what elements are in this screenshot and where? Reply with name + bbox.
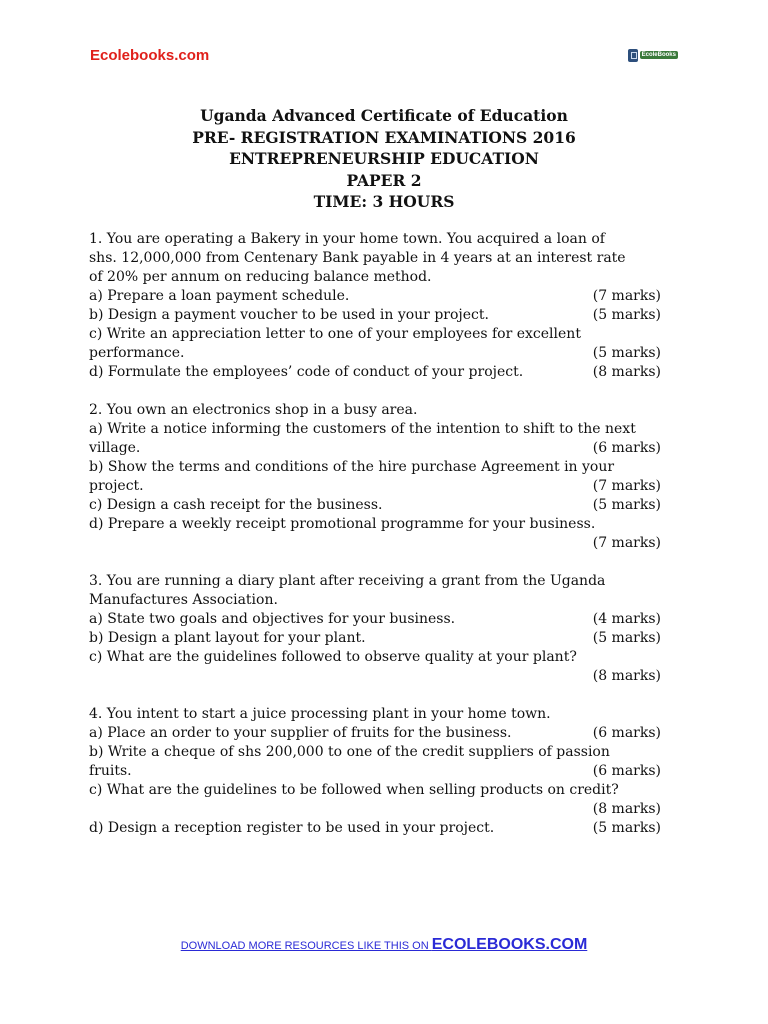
question-text: 2. You own an electronics shop in a busy area. [89,402,418,418]
marks-label: (8 marks) [592,801,661,817]
marks-label: (5 marks) [592,307,661,323]
sub-question-text: c) What are the guidelines followed to observe quality at your plant? [89,649,577,665]
questions-section [89,230,661,857]
site-brand-link[interactable]: Ecolebooks.com [90,47,210,64]
sub-question [89,344,661,363]
sub-question-text: performance. [89,345,185,361]
sub-question-text: a) Prepare a loan payment schedule. [89,288,350,304]
ecolebooks-logo [628,47,678,63]
sub-question [89,477,661,496]
question-2 [89,401,661,553]
sub-question [89,439,661,458]
sub-question [89,819,661,838]
sub-question-text: d) Design a reception register to be used in your project. [89,820,495,836]
sub-question-text: b) Write a cheque of shs 200,000 to one of the credit suppliers of passion [89,744,610,760]
marks-label: (8 marks) [592,668,661,684]
sub-question-text: a) State two goals and objectives for your business. [89,611,456,627]
sub-question-text: c) Write an appreciation letter to one of your employees for excellent [89,326,581,342]
sub-question-text: a) Place an order to your supplier of fruits for the business. [89,725,512,741]
marks-label: (7 marks) [592,478,661,494]
question-4 [89,705,661,838]
sub-question-text: b) Design a plant layout for your plant. [89,630,366,646]
sub-question-text: a) Write a notice informing the customers of the intention to shift to the next [89,421,636,437]
sub-question [89,610,661,629]
sub-question-text: d) Formulate the employees’ code of conduct of your project. [89,364,524,380]
marks-label: (4 marks) [592,611,661,627]
footer-prefix: DOWNLOAD MORE RESOURCES LIKE THIS ON [180,940,432,952]
marks-label: (5 marks) [592,497,661,513]
sub-question [89,629,661,648]
sub-question-text: b) Show the terms and conditions of the hire purchase Agreement in your [89,459,615,475]
footer [0,936,768,954]
question-text: 4. You intent to start a juice processing plant in your home town. [89,706,551,722]
question-1 [89,230,661,382]
question-text: shs. 12,000,000 from Centenary Bank payable in 4 years at an interest rate [89,250,626,266]
marks-label: (5 marks) [592,630,661,646]
sub-question [89,306,661,325]
marks-label: (6 marks) [592,725,661,741]
download-resources-link[interactable] [181,936,588,953]
exam-time: TIME: 3 HOURS [313,192,455,211]
sub-question-text: d) Prepare a weekly receipt promotional programme for your business. [89,516,596,532]
marks-label: (5 marks) [592,820,661,836]
marks-label: (6 marks) [592,763,661,779]
logo-text: EcoleBooks [641,52,676,58]
sub-question-text: village. [89,440,141,456]
sub-question [89,496,661,515]
exam-board: Uganda Advanced Certificate of Education [200,106,568,125]
exam-paper: PAPER 2 [346,170,422,190]
sub-question-text: fruits. [89,763,132,779]
exam-title: PRE- REGISTRATION EXAMINATIONS 2016 [192,127,576,147]
sub-question-text: c) Design a cash receipt for the business. [89,497,383,513]
footer-site: ECOLEBOOKS.COM [431,936,588,953]
marks-label: (6 marks) [592,440,661,456]
marks-label: (7 marks) [592,535,661,551]
marks-label: (8 marks) [592,364,661,380]
marks-label: (5 marks) [592,345,661,361]
sub-question-text: project. [89,478,144,494]
marks-label: (7 marks) [592,288,661,304]
question-text: of 20% per annum on reducing balance method. [89,269,432,285]
sub-question [89,762,661,781]
sub-question [89,363,661,382]
exam-header [0,105,768,213]
question-text: Manufactures Association. [89,592,278,608]
question-text: 1. You are operating a Bakery in your home town. You acquired a loan of [89,231,605,247]
sub-question [89,287,661,306]
books-logo-icon [628,49,638,62]
sub-question-text: b) Design a payment voucher to be used in your project. [89,307,489,323]
question-text: 3. You are running a diary plant after receiving a grant from the Uganda [89,573,606,589]
exam-subject: ENTREPRENEURSHIP EDUCATION [229,149,539,168]
question-3 [89,572,661,686]
sub-question [89,724,661,743]
sub-question-text: c) What are the guidelines to be followed when selling products on credit? [89,782,619,798]
